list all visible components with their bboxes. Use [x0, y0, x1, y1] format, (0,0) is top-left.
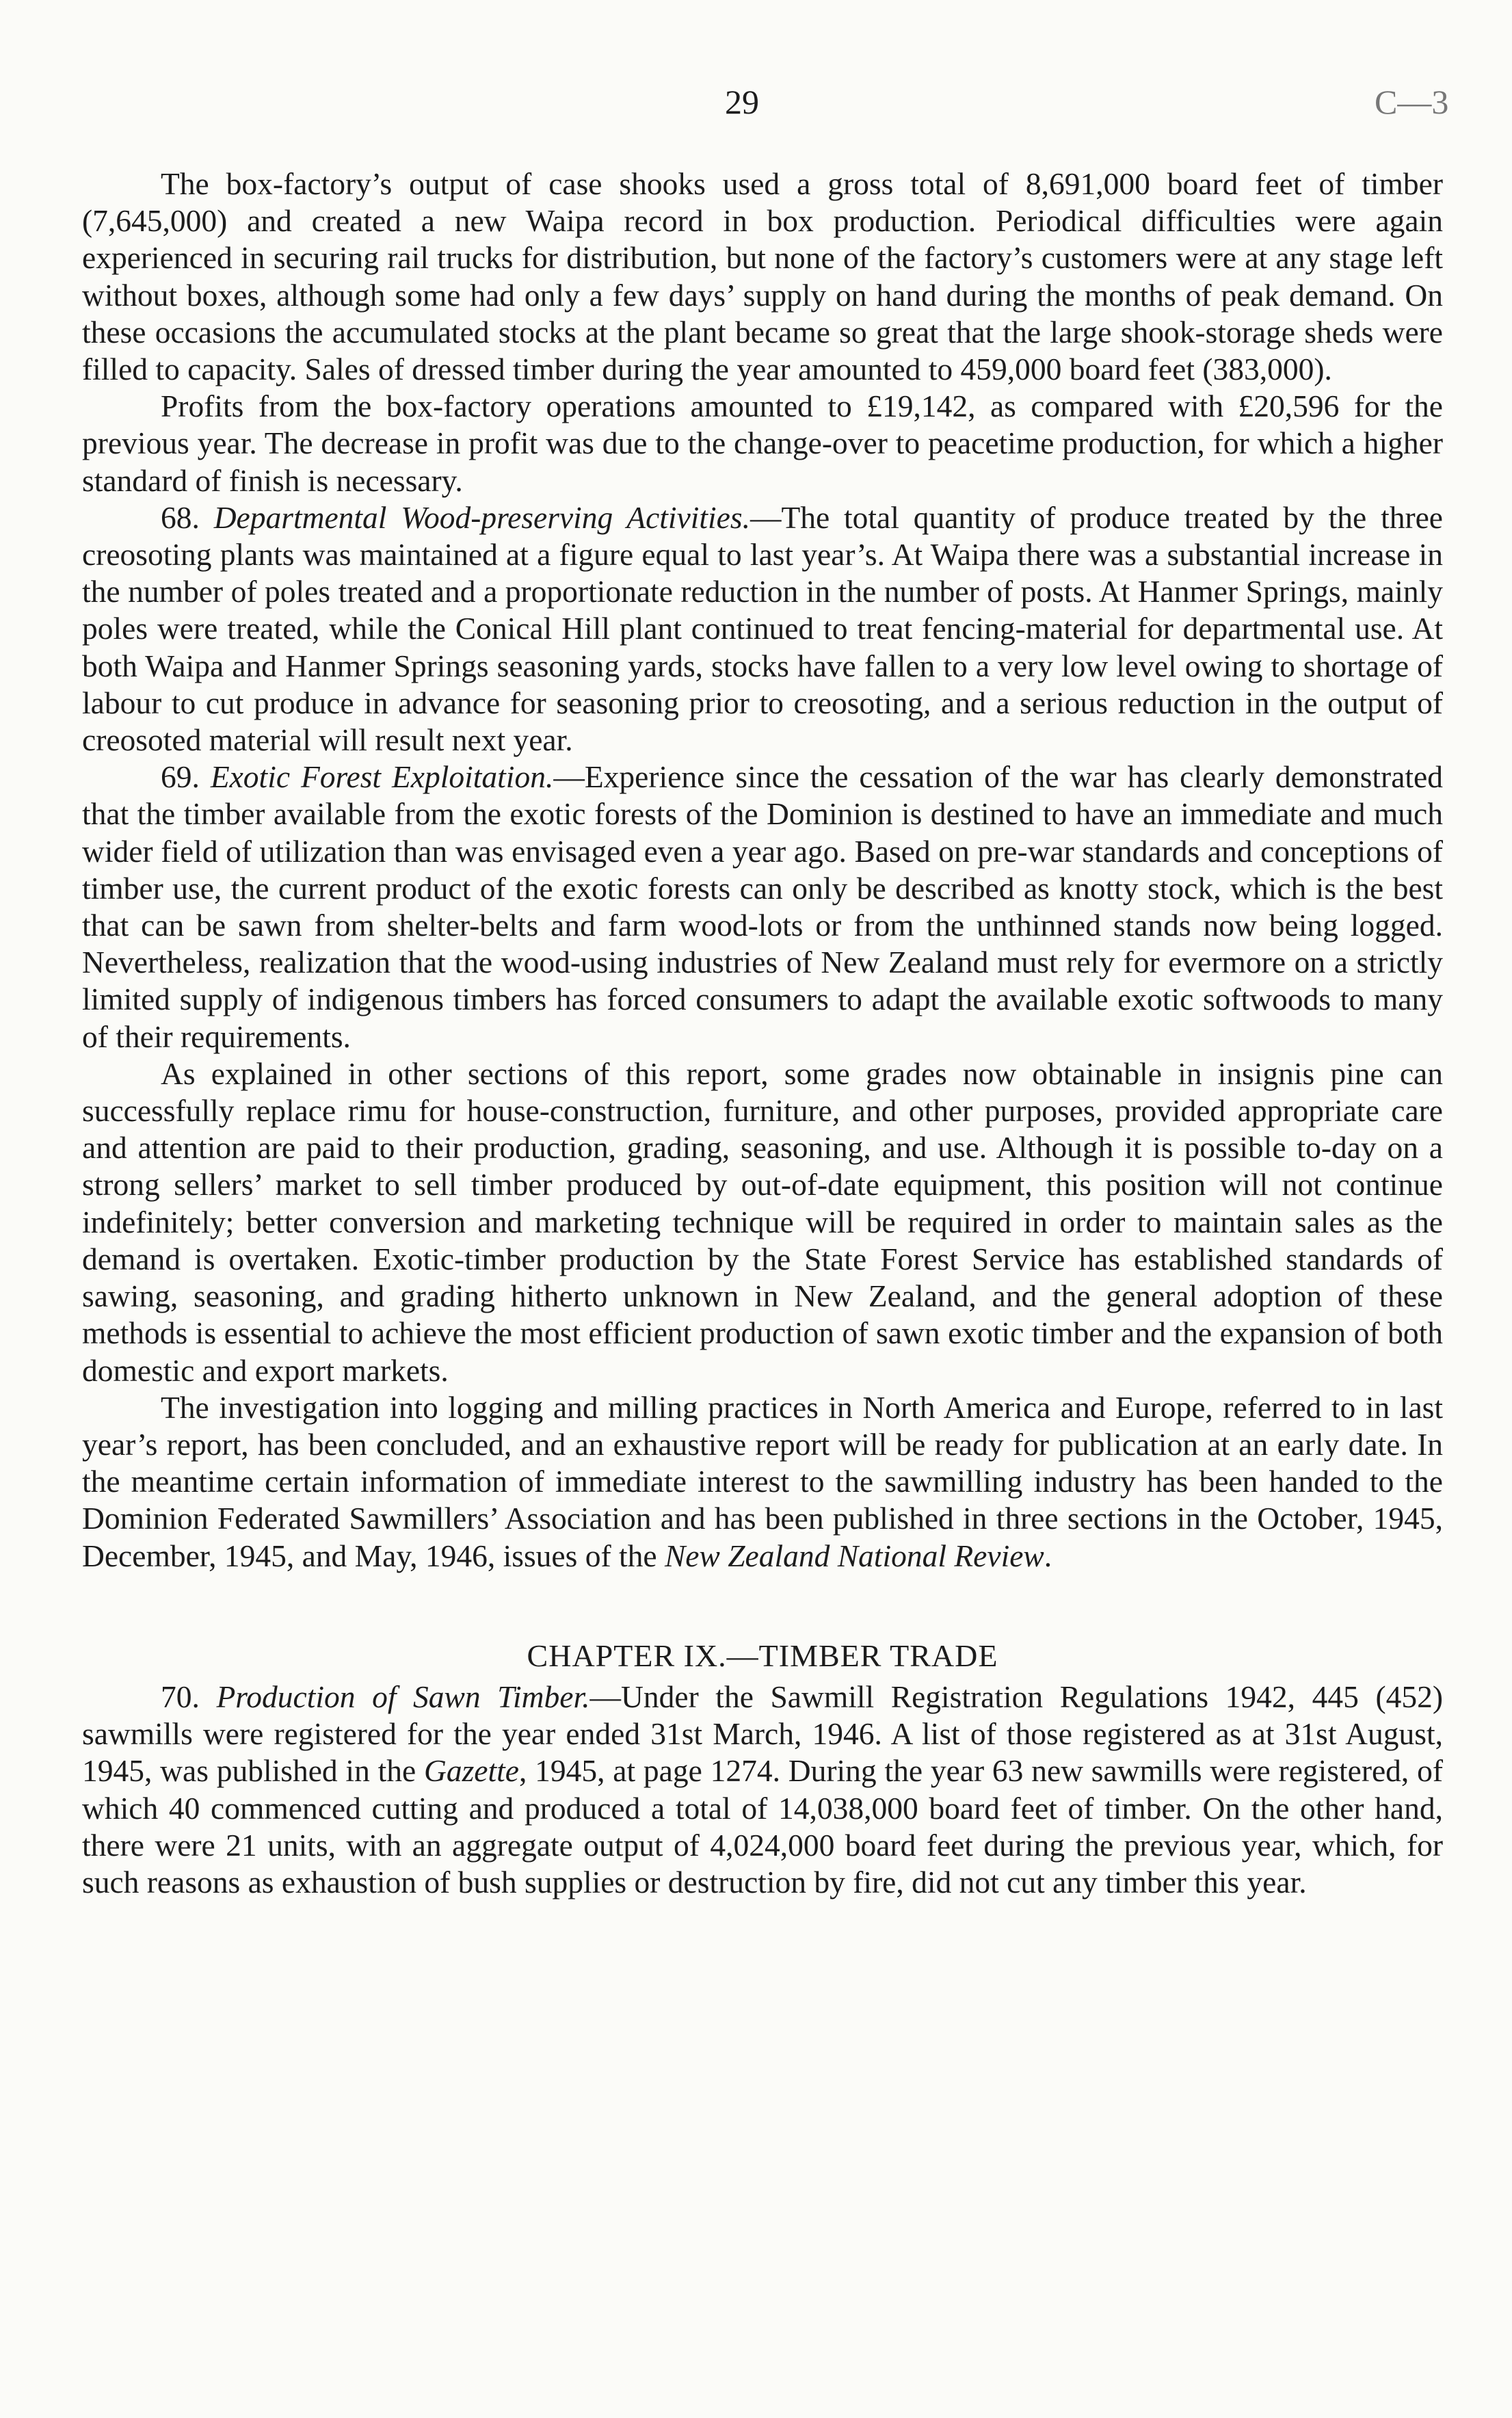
publication-title: New Zealand National Review [664, 1538, 1044, 1573]
paragraph-insignis-pine [82, 1055, 1443, 1389]
page-header [0, 82, 1512, 137]
paragraph-text: —Experience since the cessation of the war has clearly demonstrated that the timber available from the exotic forests of the Dominion is destined to have an immediate and much wider field of utilization than was envisaged even a year ago. Based on pre-war standards and conceptions of timber use, the current product of the exotic forests can only be described as knotty stock, which is the best that can be sawn from shelter-belts and farm wood-lots or from the unthinned stands now being logged. Nevertheless, realization that the wood-using industries of New Zealand must rely for evermore on a strictly limited supply of indigenous timbers has forced consumers to adapt the available exotic softwoods to many of their requirements. [82, 759, 1443, 1054]
paragraph-logging-investigation [82, 1389, 1443, 1575]
section-number: 68. [161, 499, 200, 535]
paragraph-68-wood-preserving [82, 499, 1443, 759]
paragraph-69-exotic-forest [82, 759, 1443, 1055]
paragraph-text: The investigation into logging and milling practices in North America and Europe, referred to in last year’s report, has been concluded, and an exhaustive report will be ready for publication at an early date. In the meantime certain information of immediate interest to the sawmilling industry has been handed to the Dominion Federated Sawmillers’ Association and has been published in three sections in the October, 1945, December, 1945, and May, 1946, issues of the [82, 1389, 1443, 1573]
paragraph-text-continued: , 1945, at page 1274. During the year 63 new sawmills were registered, of which 40 commenced cutting and produced a total of 14,038,000 board feet of timber. On the other hand, there were 21 units, with an aggregate output of 4,024,000 board feet during the previous year, which, for such reasons as exhaustion of bush supplies or destruction by fire, did not cut any timber this year. [82, 1753, 1443, 1900]
paragraph-text: —The total quantity of produce treated by the three creosoting plants was maintained at a figure equal to last year’s. At Waipa there was a substantial increase in the number of poles treated and a proportionate reduction in the number of posts. At Hanmer Springs, mainly poles were treated, while the Conical Hill plant continued to treat fencing-material for departmental use. At both Waipa and Hanmer Springs seasoning yards, stocks have fallen to a very low level owing to shortage of labour to cut produce in advance for seasoning prior to creosoting, and a serious reduction in the output of creosoted material will result next year. [82, 499, 1443, 758]
paragraph-text: Profits from the box-factory operations amounted to £19,142, as compared with £20,596 for the previous year. The decrease in profit was due to the change-over to peacetime production, for which a higher standard of finish is necessary. [82, 389, 1443, 498]
paragraph-text: As explained in other sections of this report, some grades now obtainable in insignis pine can successfully replace rimu for house-construction, furniture, and other purposes, provided appropriate care and attention are paid to their production, grading, seasoning, and use. Although it is possible to-day on a strong sellers’ market to sell timber produced by out-of-date equipment, this position will not continue indefinitely; better conversion and marketing technique will be required in order to maintain sales as the demand is overtaken. Exotic-timber production by the State Forest Service has established standards of sawing, seasoning, and grading hitherto unknown in New Zealand, and the general adoption of these methods is essential to achieve the most efficient production of sawn exotic timber and the expansion of both domestic and export markets. [82, 1055, 1443, 1388]
paragraph-text: —Under the Sawmill Registration Regulations 1942, 445 (452) sawmills were registered for the year ended 31st March, 1946. A list of those registered as at 31st August, 1945, was published in the [82, 1679, 1443, 1789]
paragraph-box-factory-profits [82, 388, 1443, 499]
document-reference: C—3 [1375, 83, 1449, 121]
paragraph-text: The box-factory’s output of case shooks used a gross total of 8,691,000 board feet of timber (7,645,000) and created a new Waipa record in box production. Periodical difficulties were again experienced in securing rail trucks for distribution, but none of the factory’s customers were at any stage left without boxes, although some had only a few days’ supply on hand during the months of peak demand. On these occasions the accumulated stocks at the plant became so great that the large shook-storage sheds were filled to capacity. Sales of dressed timber during the year amounted to 459,000 board feet (383,000). [82, 166, 1443, 387]
section-number: 70. [161, 1679, 200, 1714]
page-number: 29 [725, 83, 759, 121]
paragraph-tail: . [1044, 1538, 1052, 1573]
paragraph-70-sawn-timber [82, 1679, 1443, 1901]
body-text [82, 166, 1443, 1901]
paragraph-box-factory-output [82, 166, 1443, 388]
section-title: Production of Sawn Timber. [216, 1679, 590, 1714]
section-title: Exotic Forest Exploitation. [210, 759, 554, 795]
section-number: 69. [161, 759, 200, 795]
chapter-heading: CHAPTER IX.—TIMBER TRADE [527, 1638, 998, 1673]
gazette-title: Gazette [423, 1753, 519, 1789]
section-title: Departmental Wood-preserving Activities. [213, 499, 750, 535]
